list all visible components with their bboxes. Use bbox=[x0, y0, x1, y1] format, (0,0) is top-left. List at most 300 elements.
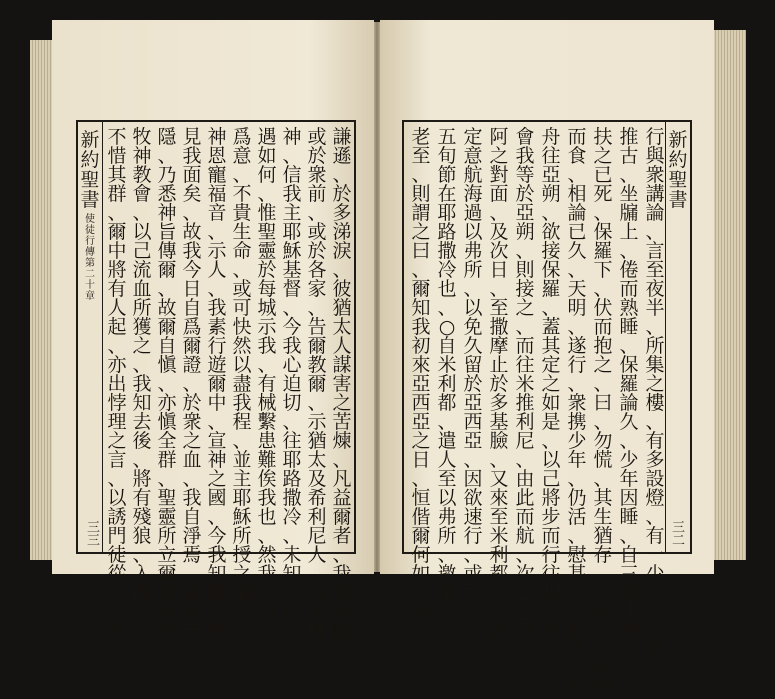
glyph: 徒 bbox=[85, 225, 95, 236]
glyph: 以 bbox=[437, 487, 457, 509]
glyph: 之 bbox=[411, 221, 431, 243]
glyph: 、 bbox=[593, 373, 613, 395]
glyph: 於 bbox=[182, 392, 202, 414]
glyph: 曰 bbox=[411, 240, 431, 262]
glyph: 行 bbox=[85, 236, 95, 247]
glyph: 夜 bbox=[645, 278, 665, 300]
glyph: 血 bbox=[132, 278, 152, 300]
glyph: 從 bbox=[107, 563, 127, 585]
glyph: 、 bbox=[437, 544, 457, 566]
glyph: 而 bbox=[593, 316, 613, 338]
glyph: 少 bbox=[645, 563, 665, 585]
glyph: 爾 bbox=[182, 335, 202, 357]
glyph: 老 bbox=[411, 126, 431, 148]
glyph: 三 bbox=[619, 563, 639, 585]
left-header-title bbox=[80, 130, 99, 210]
glyph: 所 bbox=[645, 335, 665, 357]
glyph: 之 bbox=[593, 145, 613, 167]
glyph: 來 bbox=[489, 487, 509, 509]
glyph: 也 bbox=[437, 278, 457, 300]
glyph: 示 bbox=[207, 240, 227, 262]
glyph: 或 bbox=[307, 221, 327, 243]
glyph: 之 bbox=[411, 430, 431, 452]
glyph: 所 bbox=[232, 525, 252, 547]
glyph: 、 bbox=[593, 639, 613, 661]
glyph: 、 bbox=[282, 145, 302, 167]
glyph: 亞 bbox=[515, 202, 535, 224]
left-text-column bbox=[306, 126, 328, 642]
glyph: 復 bbox=[207, 620, 227, 642]
glyph: 利 bbox=[437, 373, 457, 395]
glyph: 遂 bbox=[567, 335, 587, 357]
glyph: 而 bbox=[515, 506, 535, 528]
glyph: 流 bbox=[132, 259, 152, 281]
glyph: 焉 bbox=[182, 544, 202, 566]
glyph: 愼 bbox=[157, 411, 177, 433]
glyph: ○ bbox=[438, 316, 456, 338]
glyph: 五 bbox=[437, 126, 457, 148]
glyph: 彼 bbox=[282, 601, 302, 623]
glyph: 不 bbox=[207, 601, 227, 623]
glyph: 、 bbox=[593, 278, 613, 300]
glyph: 如 bbox=[411, 563, 431, 585]
glyph: 第 bbox=[85, 258, 95, 269]
glyph: 之 bbox=[107, 430, 127, 452]
glyph: 爾 bbox=[411, 278, 431, 300]
glyph: 隱 bbox=[157, 126, 177, 148]
glyph: 今 bbox=[182, 259, 202, 281]
glyph: 、 bbox=[411, 259, 431, 281]
glyph: 我 bbox=[182, 487, 202, 509]
glyph: 書 bbox=[668, 189, 688, 211]
glyph: ○ bbox=[568, 601, 586, 623]
glyph: 、 bbox=[645, 411, 665, 433]
glyph: 、 bbox=[489, 582, 509, 604]
glyph: 靈 bbox=[257, 240, 277, 262]
glyph: 也 bbox=[257, 506, 277, 528]
glyph: 心 bbox=[282, 354, 302, 376]
glyph: 熟 bbox=[619, 297, 639, 319]
glyph: 燈 bbox=[645, 487, 665, 509]
glyph: 於 bbox=[332, 183, 352, 205]
glyph: 矣 bbox=[182, 183, 202, 205]
glyph: 、 bbox=[645, 601, 665, 623]
glyph: 於 bbox=[307, 240, 327, 262]
glyph: 倦 bbox=[619, 259, 639, 281]
glyph: 、 bbox=[207, 221, 227, 243]
glyph: 推 bbox=[619, 126, 639, 148]
glyph: 、 bbox=[619, 525, 639, 547]
glyph: 至 bbox=[645, 259, 665, 281]
glyph: 米 bbox=[515, 373, 535, 395]
glyph: 坐 bbox=[619, 183, 639, 205]
glyph: 我 bbox=[282, 335, 302, 357]
glyph: 有 bbox=[645, 430, 665, 452]
glyph: 活 bbox=[567, 506, 587, 528]
glyph: 路 bbox=[282, 468, 302, 490]
glyph: 程 bbox=[232, 411, 252, 433]
glyph: 尼 bbox=[515, 430, 535, 452]
glyph: 、 bbox=[232, 601, 252, 623]
glyph: 行 bbox=[207, 335, 227, 357]
glyph: 衆 bbox=[182, 411, 202, 433]
glyph: 入 bbox=[132, 563, 152, 585]
glyph: 愼 bbox=[157, 354, 177, 376]
glyph: 凡 bbox=[332, 468, 352, 490]
glyph: 械 bbox=[257, 392, 277, 414]
glyph: 、 bbox=[567, 373, 587, 395]
glyph: 、 bbox=[132, 449, 152, 471]
right-text-column bbox=[592, 126, 614, 699]
glyph: 殘 bbox=[132, 506, 152, 528]
glyph: 等 bbox=[567, 639, 587, 661]
glyph: 並 bbox=[232, 449, 252, 471]
glyph: 有 bbox=[132, 487, 152, 509]
glyph: 恩 bbox=[207, 145, 227, 167]
glyph: 也 bbox=[541, 582, 561, 604]
glyph: 家 bbox=[307, 278, 327, 300]
glyph: 我 bbox=[182, 601, 202, 623]
glyph: 以 bbox=[257, 601, 277, 623]
glyph: 繫 bbox=[257, 411, 277, 433]
glyph: 以 bbox=[107, 487, 127, 509]
glyph: 中 bbox=[132, 601, 152, 623]
glyph: 之 bbox=[207, 468, 227, 490]
glyph: 及 bbox=[489, 221, 509, 243]
glyph: 欲 bbox=[463, 487, 483, 509]
glyph: 會 bbox=[132, 183, 152, 205]
glyph: 至 bbox=[515, 601, 535, 623]
glyph: 生 bbox=[593, 506, 613, 528]
glyph: 示 bbox=[307, 411, 327, 433]
glyph: 猶 bbox=[645, 639, 665, 661]
glyph: 盡 bbox=[232, 373, 252, 395]
glyph: 甚 bbox=[567, 563, 587, 585]
glyph: 狼 bbox=[132, 525, 152, 547]
glyph: 何 bbox=[411, 544, 431, 566]
glyph: 、 bbox=[157, 373, 177, 395]
glyph: 所 bbox=[157, 525, 177, 547]
glyph: 、 bbox=[132, 202, 152, 224]
glyph: 希 bbox=[307, 487, 327, 509]
glyph: 然 bbox=[232, 335, 252, 357]
glyph: 誘 bbox=[107, 506, 127, 528]
glyph: 、 bbox=[332, 639, 352, 661]
glyph: 講 bbox=[645, 183, 665, 205]
glyph: 城 bbox=[257, 297, 277, 319]
glyph: 有 bbox=[107, 278, 127, 300]
glyph: 未 bbox=[182, 620, 202, 642]
glyph: 或 bbox=[307, 126, 327, 148]
glyph: 主 bbox=[282, 202, 302, 224]
glyph: 太 bbox=[307, 449, 327, 471]
glyph: 我 bbox=[232, 392, 252, 414]
glyph: 摩 bbox=[489, 335, 509, 357]
glyph: 先 bbox=[567, 658, 587, 680]
glyph: 害 bbox=[332, 373, 352, 395]
glyph: 未 bbox=[282, 544, 302, 566]
glyph: 尼 bbox=[307, 525, 327, 547]
glyph: 將 bbox=[132, 468, 152, 490]
glyph: 爾 bbox=[411, 525, 431, 547]
glyph: 海 bbox=[463, 183, 483, 205]
glyph: 穌 bbox=[232, 506, 252, 528]
glyph: 速 bbox=[463, 506, 483, 528]
glyph: 伏 bbox=[593, 297, 613, 319]
glyph: 已 bbox=[567, 221, 587, 243]
glyph: 、 bbox=[411, 164, 431, 186]
glyph: 、 bbox=[541, 202, 561, 224]
glyph: 、 bbox=[567, 582, 587, 604]
glyph: 以 bbox=[232, 354, 252, 376]
glyph: 我 bbox=[257, 335, 277, 357]
glyph: 自 bbox=[182, 297, 202, 319]
glyph: 我 bbox=[207, 297, 227, 319]
glyph: 於 bbox=[463, 373, 483, 395]
glyph: 神 bbox=[157, 202, 177, 224]
glyph: 保 bbox=[489, 601, 509, 623]
glyph: 阿 bbox=[489, 126, 509, 148]
glyph: 、 bbox=[107, 468, 127, 490]
glyph: 快 bbox=[232, 316, 252, 338]
glyph: 故 bbox=[107, 620, 127, 642]
glyph: 獲 bbox=[132, 316, 152, 338]
glyph: 、 bbox=[619, 335, 639, 357]
glyph: 日 bbox=[489, 259, 509, 281]
glyph: 書 bbox=[80, 189, 100, 211]
glyph: 我 bbox=[411, 316, 431, 338]
glyph: 則 bbox=[411, 183, 431, 205]
glyph: 乃 bbox=[593, 582, 613, 604]
glyph: 撒 bbox=[437, 240, 457, 262]
glyph: 授 bbox=[232, 544, 252, 566]
glyph: 次 bbox=[515, 563, 535, 585]
glyph: 己 bbox=[541, 468, 561, 490]
glyph: 論 bbox=[645, 202, 665, 224]
glyph: 新 bbox=[668, 129, 688, 151]
glyph: 每 bbox=[257, 278, 277, 300]
glyph: 故 bbox=[182, 221, 202, 243]
glyph: 及 bbox=[307, 468, 327, 490]
glyph: 遜 bbox=[332, 145, 352, 167]
glyph: 人 bbox=[437, 449, 457, 471]
glyph: 悖 bbox=[107, 392, 127, 414]
glyph: 、 bbox=[593, 411, 613, 433]
glyph: 復 bbox=[593, 601, 613, 623]
glyph: 不 bbox=[257, 582, 277, 604]
glyph: 知 bbox=[282, 563, 302, 585]
glyph: 接 bbox=[541, 240, 561, 262]
glyph: 於 bbox=[257, 259, 277, 281]
glyph: 半 bbox=[645, 297, 665, 319]
glyph: 各 bbox=[307, 259, 327, 281]
glyph: 行 bbox=[645, 126, 665, 148]
glyph: 爾 bbox=[157, 259, 177, 281]
glyph: 今 bbox=[282, 316, 302, 338]
glyph: 素 bbox=[207, 316, 227, 338]
glyph: 下 bbox=[593, 259, 613, 281]
right-header-title bbox=[668, 130, 687, 210]
left-header-chapter bbox=[85, 214, 95, 302]
glyph: 、 bbox=[437, 411, 457, 433]
glyph: 、 bbox=[567, 525, 587, 547]
glyph: 對 bbox=[489, 164, 509, 186]
glyph: 邀 bbox=[437, 563, 457, 585]
glyph: 食 bbox=[567, 145, 587, 167]
glyph: 來 bbox=[411, 354, 431, 376]
glyph: 西 bbox=[463, 411, 483, 433]
glyph: 利 bbox=[515, 411, 535, 433]
glyph: 多 bbox=[332, 202, 352, 224]
glyph: 起 bbox=[107, 316, 127, 338]
glyph: 之 bbox=[515, 297, 535, 319]
glyph: 我 bbox=[257, 487, 277, 509]
glyph: 有 bbox=[257, 373, 277, 395]
glyph: 惟 bbox=[257, 202, 277, 224]
glyph: 徒 bbox=[107, 544, 127, 566]
glyph: 去 bbox=[132, 411, 152, 433]
left-text-column bbox=[206, 126, 228, 642]
glyph: 上 bbox=[593, 620, 613, 642]
glyph: 中 bbox=[107, 240, 127, 262]
glyph: 如 bbox=[257, 145, 277, 167]
glyph: 二 bbox=[85, 269, 95, 280]
glyph: 之 bbox=[107, 582, 127, 604]
glyph: 猶 bbox=[307, 430, 327, 452]
glyph: 將 bbox=[107, 259, 127, 281]
glyph: 至 bbox=[411, 145, 431, 167]
glyph: 定 bbox=[463, 126, 483, 148]
glyph: 羅 bbox=[489, 620, 509, 642]
left-text-body bbox=[104, 126, 352, 661]
glyph: 都 bbox=[437, 392, 457, 414]
glyph: 我 bbox=[567, 620, 587, 642]
glyph: 餅 bbox=[593, 677, 613, 699]
glyph: 耶 bbox=[282, 221, 302, 243]
glyph: 仍 bbox=[567, 487, 587, 509]
glyph: 少 bbox=[567, 430, 587, 452]
glyph: 事 bbox=[411, 601, 431, 623]
glyph: 、 bbox=[645, 316, 665, 338]
glyph: 、 bbox=[489, 278, 509, 300]
glyph: 以 bbox=[463, 297, 483, 319]
glyph: 主 bbox=[232, 468, 252, 490]
glyph: 、 bbox=[107, 335, 127, 357]
glyph: 以 bbox=[541, 449, 561, 471]
glyph: 路 bbox=[437, 221, 457, 243]
right-running-header bbox=[667, 130, 689, 210]
glyph: 我 bbox=[515, 145, 535, 167]
glyph: 、 bbox=[282, 297, 302, 319]
glyph: 貴 bbox=[232, 202, 252, 224]
glyph: 出 bbox=[107, 373, 127, 395]
glyph: 所 bbox=[132, 297, 152, 319]
glyph: 羅 bbox=[619, 373, 639, 395]
glyph: 樓 bbox=[645, 392, 665, 414]
glyph: 以 bbox=[132, 221, 152, 243]
glyph: 日 bbox=[182, 278, 202, 300]
glyph: 難 bbox=[257, 449, 277, 471]
glyph: 遣 bbox=[437, 430, 457, 452]
glyph: 惜 bbox=[107, 145, 127, 167]
glyph: 、 bbox=[307, 392, 327, 414]
left-text-column bbox=[156, 126, 178, 661]
glyph: 、 bbox=[332, 544, 352, 566]
glyph: 以 bbox=[463, 221, 483, 243]
glyph: 爾 bbox=[307, 373, 327, 395]
glyph: 已 bbox=[593, 164, 613, 186]
glyph: 苦 bbox=[332, 411, 352, 433]
glyph: 利 bbox=[489, 544, 509, 566]
glyph: 爾 bbox=[207, 373, 227, 395]
glyph: 謀 bbox=[332, 354, 352, 376]
right-text-column bbox=[488, 126, 510, 642]
glyph: 弗 bbox=[437, 506, 457, 528]
left-text-column bbox=[131, 126, 153, 642]
glyph: 冷 bbox=[437, 259, 457, 281]
glyph: 之 bbox=[593, 354, 613, 376]
glyph: 後 bbox=[132, 430, 152, 452]
glyph: 多 bbox=[489, 392, 509, 414]
glyph: 督 bbox=[282, 278, 302, 300]
glyph: 步 bbox=[541, 506, 561, 528]
glyph: 淚 bbox=[332, 240, 352, 262]
left-running-header bbox=[79, 130, 101, 302]
glyph: 、 bbox=[332, 259, 352, 281]
glyph: 血 bbox=[182, 449, 202, 471]
glyph: 於 bbox=[307, 145, 327, 167]
glyph: 保 bbox=[593, 221, 613, 243]
glyph: 、 bbox=[619, 658, 639, 680]
glyph: 立 bbox=[157, 544, 177, 566]
glyph: 中 bbox=[207, 392, 227, 414]
glyph: 證 bbox=[182, 354, 202, 376]
glyph: 知 bbox=[411, 297, 431, 319]
glyph: 、 bbox=[157, 145, 177, 167]
glyph: 如 bbox=[541, 392, 561, 414]
glyph: 携 bbox=[567, 411, 587, 433]
glyph: 蓋 bbox=[541, 316, 561, 338]
glyph: 傳 bbox=[157, 240, 177, 262]
left-text-column bbox=[106, 126, 128, 642]
glyph: 其 bbox=[107, 164, 127, 186]
glyph: 彼 bbox=[332, 278, 352, 300]
glyph: 論 bbox=[619, 392, 639, 414]
glyph: 使 bbox=[85, 214, 95, 225]
glyph: 、 bbox=[645, 221, 665, 243]
glyph: 神 bbox=[282, 126, 302, 148]
glyph: 基 bbox=[489, 411, 509, 433]
glyph: 、 bbox=[541, 297, 561, 319]
glyph: 航 bbox=[463, 164, 483, 186]
glyph: 節 bbox=[437, 164, 457, 186]
glyph: 面 bbox=[489, 183, 509, 205]
glyph: 冷 bbox=[282, 506, 302, 528]
glyph: 日 bbox=[411, 449, 431, 471]
glyph: 以 bbox=[232, 620, 252, 642]
glyph: 、 bbox=[645, 506, 665, 528]
glyph: 、 bbox=[593, 563, 613, 585]
glyph: 亞 bbox=[411, 373, 431, 395]
glyph: 於 bbox=[515, 183, 535, 205]
glyph: 於 bbox=[489, 373, 509, 395]
right-text-column bbox=[540, 126, 562, 642]
glyph: 、 bbox=[207, 411, 227, 433]
glyph: 聖 bbox=[80, 169, 100, 191]
glyph: 日 bbox=[515, 582, 535, 604]
glyph: 遇 bbox=[257, 126, 277, 148]
glyph: 俟 bbox=[257, 468, 277, 490]
